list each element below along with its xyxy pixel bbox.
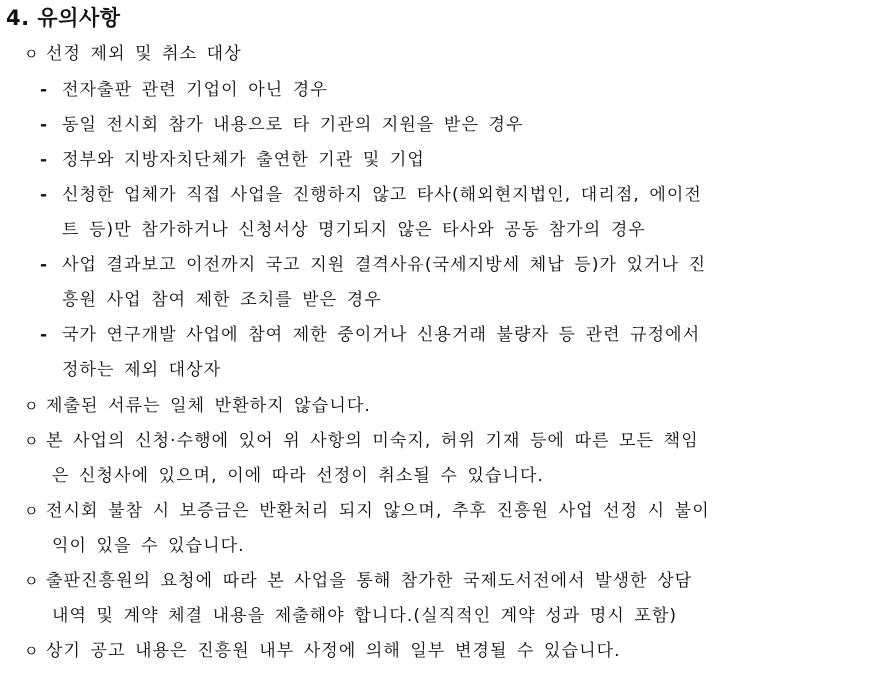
sub-item-text: 전자출판 관련 기업이 아닌 경우 <box>62 80 328 100</box>
list-item-text-continued: 내역 및 계약 체결 내용을 제출해야 합니다.(실직적인 계약 성과 명시 포함) <box>52 606 678 626</box>
dash-marker: - <box>40 150 48 170</box>
list-item-heading: 선정 제외 및 취소 대상 <box>46 44 242 64</box>
sub-item-text: 정부와 지방자치단체가 출연한 기관 및 기업 <box>62 150 425 170</box>
sub-item-text: 사업 결과보고 이전까지 국고 지원 결격사유(국세지방세 체납 등)가 있거나 진 <box>62 255 707 275</box>
dash-marker: - <box>40 185 48 205</box>
list-item-text: 제출된 서류는 일체 반환하지 않습니다. <box>46 396 371 416</box>
sub-item-text: 국가 연구개발 사업에 참여 제한 중이거나 신용거래 불량자 등 관련 규정에서 <box>62 325 701 345</box>
bullet-marker: ㅇ <box>24 45 39 63</box>
bullet-marker: ㅇ <box>24 502 39 520</box>
sub-item-text: 동일 전시회 참가 내용으로 타 기관의 지원을 받은 경우 <box>62 115 524 135</box>
list-item-text: 전시회 불참 시 보증금은 반환처리 되지 않으며, 추후 진흥원 사업 선정 시 불이 <box>46 501 710 521</box>
bullet-marker: ㅇ <box>24 432 39 450</box>
section-title: 4. 유의사항 <box>6 6 121 30</box>
dash-marker: - <box>40 325 48 345</box>
dash-marker: - <box>40 115 48 135</box>
sub-item-text: 신청한 업체가 직접 사업을 진행하지 않고 타사(해외현지법인, 대리점, 에이전 <box>62 185 702 205</box>
list-item-text: 상기 공고 내용은 진흥원 내부 사정에 의해 일부 변경될 수 있습니다. <box>46 641 621 661</box>
list-item-text-continued: 은 신청사에 있으며, 이에 따라 선정이 취소될 수 있습니다. <box>52 466 545 486</box>
dash-marker: - <box>40 80 48 100</box>
list-item-text-continued: 익이 있을 수 있습니다. <box>52 536 245 556</box>
sub-item-text-continued: 트 등)만 참가하거나 신청서상 명기되지 않은 타사와 공동 참가의 경우 <box>62 220 646 240</box>
bullet-marker: ㅇ <box>24 397 39 415</box>
bullet-marker: ㅇ <box>24 642 39 660</box>
sub-item-text-continued: 정하는 제외 대상자 <box>62 360 222 380</box>
bullet-marker: ㅇ <box>24 572 39 590</box>
dash-marker: - <box>40 255 48 275</box>
list-item-text: 본 사업의 신청·수행에 있어 위 사항의 미숙지, 허위 기재 등에 따른 모든 책임 <box>46 431 699 451</box>
sub-item-text-continued: 흥원 사업 참여 제한 조치를 받은 경우 <box>62 290 382 310</box>
list-item-text: 출판진흥원의 요청에 따라 본 사업을 통해 참가한 국제도서전에서 발생한 상담 <box>46 571 693 591</box>
